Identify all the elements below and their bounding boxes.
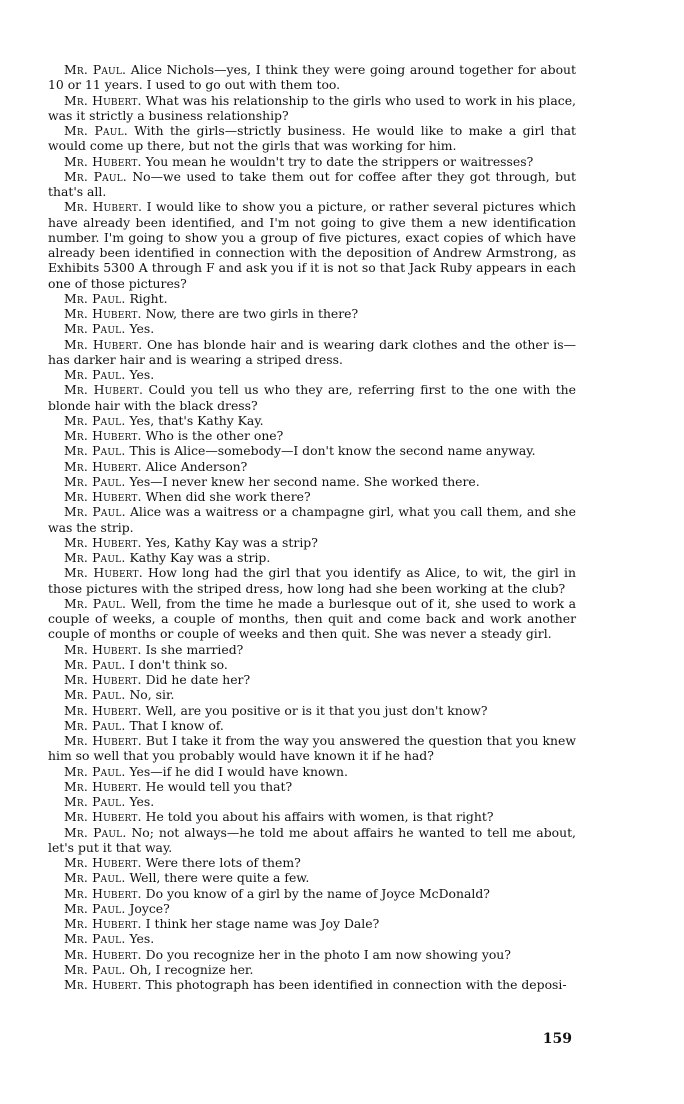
speaker-label: Mr. Paul. bbox=[64, 123, 128, 138]
speaker-label: Mr. Paul. bbox=[64, 168, 127, 184]
testimony-paragraph bbox=[48, 855, 576, 870]
speaker-label: Mr. Paul. bbox=[64, 473, 126, 489]
testimony-text: This is Alice—somebody—I don't know the second name anyway. bbox=[129, 443, 536, 459]
testimony-text: When did she work there? bbox=[145, 489, 311, 504]
speaker-label: Mr. Paul. bbox=[64, 763, 126, 779]
testimony-text: With the girls—strictly business. He would like to make a girl that would come up there, but not the girls that was working for him. bbox=[48, 123, 576, 154]
speaker-label: Mr. Hubert. bbox=[64, 946, 142, 962]
testimony-paragraph bbox=[48, 947, 576, 962]
testimony-paragraph bbox=[48, 931, 576, 946]
testimony-paragraph bbox=[48, 886, 576, 901]
testimony-text: You mean he wouldn't try to date the strippers or waitresses? bbox=[145, 153, 534, 169]
speaker-label: Mr. Paul. bbox=[64, 870, 126, 886]
testimony-paragraph bbox=[48, 199, 576, 291]
testimony-paragraph bbox=[48, 870, 576, 885]
page-number: 159 bbox=[542, 1031, 572, 1047]
speaker-label: Mr. Hubert. bbox=[64, 733, 142, 748]
speaker-label: Mr. Paul. bbox=[64, 595, 127, 611]
testimony-paragraph bbox=[48, 428, 576, 443]
speaker-label: Mr. Hubert. bbox=[64, 565, 143, 581]
speaker-label: Mr. Hubert. bbox=[64, 977, 142, 992]
speaker-label: Mr. Paul. bbox=[64, 504, 126, 520]
testimony-paragraph bbox=[48, 474, 576, 489]
speaker-label: Mr. Hubert. bbox=[64, 382, 144, 398]
speaker-label: Mr. Paul. bbox=[64, 321, 126, 337]
testimony-paragraph bbox=[48, 306, 576, 321]
testimony-text: What was his relationship to the girls who used to work in his place, was it strictly a business relationship? bbox=[48, 92, 576, 123]
testimony-paragraph bbox=[48, 718, 576, 733]
testimony-text: Did he date her? bbox=[145, 672, 251, 687]
testimony-paragraph bbox=[48, 123, 576, 154]
testimony-text: I think her stage name was Joy Dale? bbox=[145, 916, 380, 931]
testimony-text: He told you about his affairs with women, is that right? bbox=[145, 809, 494, 825]
testimony-paragraph bbox=[48, 779, 576, 794]
testimony-text: Well, from the time he made a burlesque out of it, she used to work a couple of weeks, a couple of months, then quit and come back and work another couple of months or couple of weeks and then quit. She was never a steady girl. bbox=[48, 595, 576, 642]
speaker-label: Mr. Hubert. bbox=[64, 199, 143, 215]
testimony-paragraph bbox=[48, 291, 576, 306]
testimony-text: No, sir. bbox=[129, 687, 175, 703]
testimony-paragraph bbox=[48, 489, 576, 504]
testimony-paragraph bbox=[48, 687, 576, 702]
speaker-label: Mr. Paul. bbox=[64, 961, 126, 977]
testimony-paragraph bbox=[48, 657, 576, 672]
speaker-label: Mr. Paul. bbox=[64, 687, 126, 703]
testimony-text: This photograph has been identified in connection with the deposi- bbox=[145, 977, 567, 992]
testimony-text: Well, there were quite a few. bbox=[129, 870, 310, 886]
speaker-label: Mr. Paul. bbox=[64, 443, 126, 459]
testimony-text: How long had the girl that you identify as Alice, to wit, the girl in those pictures with the striped dress, how long had she been working at the club? bbox=[48, 565, 576, 596]
testimony-paragraph bbox=[48, 794, 576, 809]
testimony-paragraph bbox=[48, 367, 576, 382]
testimony-paragraph bbox=[48, 550, 576, 565]
testimony-text: Yes. bbox=[129, 794, 155, 809]
testimony-paragraph bbox=[48, 825, 576, 856]
testimony-paragraph bbox=[48, 62, 576, 93]
testimony-text: But I take it from the way you answered the question that you knew him so well that you probably would have known it if he had? bbox=[48, 733, 576, 764]
speaker-label: Mr. Paul. bbox=[64, 824, 127, 840]
testimony-text: No—we used to take them out for coffee after they got through, but that's all. bbox=[48, 168, 576, 199]
testimony-text: One has blonde hair and is wearing dark clothes and the other is—has darker hair and is wearing a striped dress. bbox=[48, 336, 576, 367]
testimony-paragraph bbox=[48, 169, 576, 200]
speaker-label: Mr. Hubert. bbox=[64, 428, 142, 443]
testimony-text: Well, are you positive or is it that you just don't know? bbox=[145, 702, 488, 718]
testimony-text: That I know of. bbox=[129, 717, 224, 733]
testimony-paragraph bbox=[48, 321, 576, 336]
testimony-paragraph bbox=[48, 962, 576, 977]
testimony-text: Yes, Kathy Kay was a strip? bbox=[145, 534, 318, 550]
testimony-text: Yes—if he did I would have known. bbox=[129, 763, 348, 779]
testimony-paragraph bbox=[48, 443, 576, 458]
speaker-label: Mr. Paul. bbox=[64, 656, 126, 672]
testimony-paragraph bbox=[48, 535, 576, 550]
speaker-label: Mr. Hubert. bbox=[64, 778, 142, 794]
speaker-label: Mr. Hubert. bbox=[64, 702, 142, 718]
speaker-label: Mr. Paul. bbox=[64, 412, 126, 428]
testimony-paragraph bbox=[48, 916, 576, 931]
testimony-paragraph bbox=[48, 337, 576, 368]
testimony-paragraph bbox=[48, 764, 576, 779]
speaker-label: Mr. Paul. bbox=[64, 62, 127, 77]
speaker-label: Mr. Hubert. bbox=[64, 534, 142, 550]
testimony-text: Now, there are two girls in there? bbox=[145, 306, 359, 321]
testimony-text: Oh, I recognize her. bbox=[129, 961, 254, 977]
speaker-label: Mr. Paul. bbox=[64, 290, 126, 306]
testimony-paragraph bbox=[48, 93, 576, 124]
speaker-label: Mr. Hubert. bbox=[64, 809, 142, 825]
testimony-text: Is she married? bbox=[145, 641, 244, 657]
testimony-paragraph bbox=[48, 642, 576, 657]
testimony-text: I would like to show you a picture, or rather several pictures which have already been identified, and I'm not going to give them a new identification number. I'm going to show you a group of five pictures, exact copies of which have already been identified in connection with the deposition of Andrew Armstrong, as Exhibits 5300 A through F and ask you if it is not so that Jack Ruby appears in each one of those pictures? bbox=[48, 199, 576, 291]
speaker-label: Mr. Hubert. bbox=[64, 336, 143, 352]
speaker-label: Mr. Paul. bbox=[64, 367, 126, 382]
speaker-label: Mr. Paul. bbox=[64, 900, 126, 916]
speaker-label: Mr. Hubert. bbox=[64, 916, 142, 931]
testimony-text: He would tell you that? bbox=[145, 778, 293, 794]
testimony-text: I don't think so. bbox=[129, 656, 228, 672]
testimony-paragraph bbox=[48, 596, 576, 642]
speaker-label: Mr. Hubert. bbox=[64, 641, 142, 657]
testimony-text: Joyce? bbox=[129, 900, 170, 916]
testimony-paragraph bbox=[48, 901, 576, 916]
testimony-text: Do you know of a girl by the name of Joyce McDonald? bbox=[145, 885, 490, 901]
speaker-label: Mr. Hubert. bbox=[64, 489, 142, 504]
testimony-text: Yes. bbox=[129, 931, 155, 947]
testimony-paragraph bbox=[48, 154, 576, 169]
testimony-paragraph bbox=[48, 703, 576, 718]
speaker-label: Mr. Hubert. bbox=[64, 458, 142, 474]
speaker-label: Mr. Hubert. bbox=[64, 306, 142, 321]
testimony-text: Alice Nichols—yes, I think they were going around together for about 10 or 11 years. I used to go out with them too. bbox=[48, 62, 576, 93]
testimony-text: Yes. bbox=[129, 321, 155, 337]
testimony-paragraph bbox=[48, 382, 576, 413]
testimony-text: Could you tell us who they are, referring first to the one with the blonde hair with the black dress? bbox=[48, 382, 576, 413]
speaker-label: Mr. Hubert. bbox=[64, 855, 142, 870]
testimony-paragraph bbox=[48, 565, 576, 596]
testimony-paragraph bbox=[48, 413, 576, 428]
speaker-label: Mr. Hubert. bbox=[64, 672, 142, 687]
speaker-label: Mr. Paul. bbox=[64, 794, 126, 809]
speaker-label: Mr. Hubert. bbox=[64, 92, 142, 108]
testimony-text: Kathy Kay was a strip. bbox=[129, 550, 271, 565]
speaker-label: Mr. Hubert. bbox=[64, 885, 142, 901]
testimony-text: Right. bbox=[129, 290, 168, 306]
testimony-paragraph bbox=[48, 809, 576, 824]
testimony-paragraph bbox=[48, 977, 576, 992]
testimony-paragraph bbox=[48, 459, 576, 474]
testimony-text: Yes, that's Kathy Kay. bbox=[129, 412, 264, 428]
testimony-text: Yes. bbox=[129, 367, 155, 382]
speaker-label: Mr. Paul. bbox=[64, 550, 126, 565]
transcript-body bbox=[48, 62, 576, 992]
testimony-text: Alice was a waitress or a champagne girl, what you call them, and she was the strip. bbox=[48, 504, 576, 535]
speaker-label: Mr. Paul. bbox=[64, 931, 126, 947]
speaker-label: Mr. Paul. bbox=[64, 717, 126, 733]
testimony-text: Who is the other one? bbox=[145, 428, 284, 443]
testimony-paragraph bbox=[48, 672, 576, 687]
testimony-text: No; not always—he told me about affairs he wanted to tell me about, let's put it that way. bbox=[48, 824, 576, 855]
testimony-paragraph bbox=[48, 733, 576, 764]
testimony-text: Yes—I never knew her second name. She worked there. bbox=[129, 473, 480, 489]
testimony-text: Alice Anderson? bbox=[145, 458, 248, 474]
testimony-paragraph bbox=[48, 504, 576, 535]
testimony-text: Were there lots of them? bbox=[145, 855, 301, 870]
testimony-text: Do you recognize her in the photo I am now showing you? bbox=[145, 946, 511, 962]
speaker-label: Mr. Hubert. bbox=[64, 153, 142, 169]
